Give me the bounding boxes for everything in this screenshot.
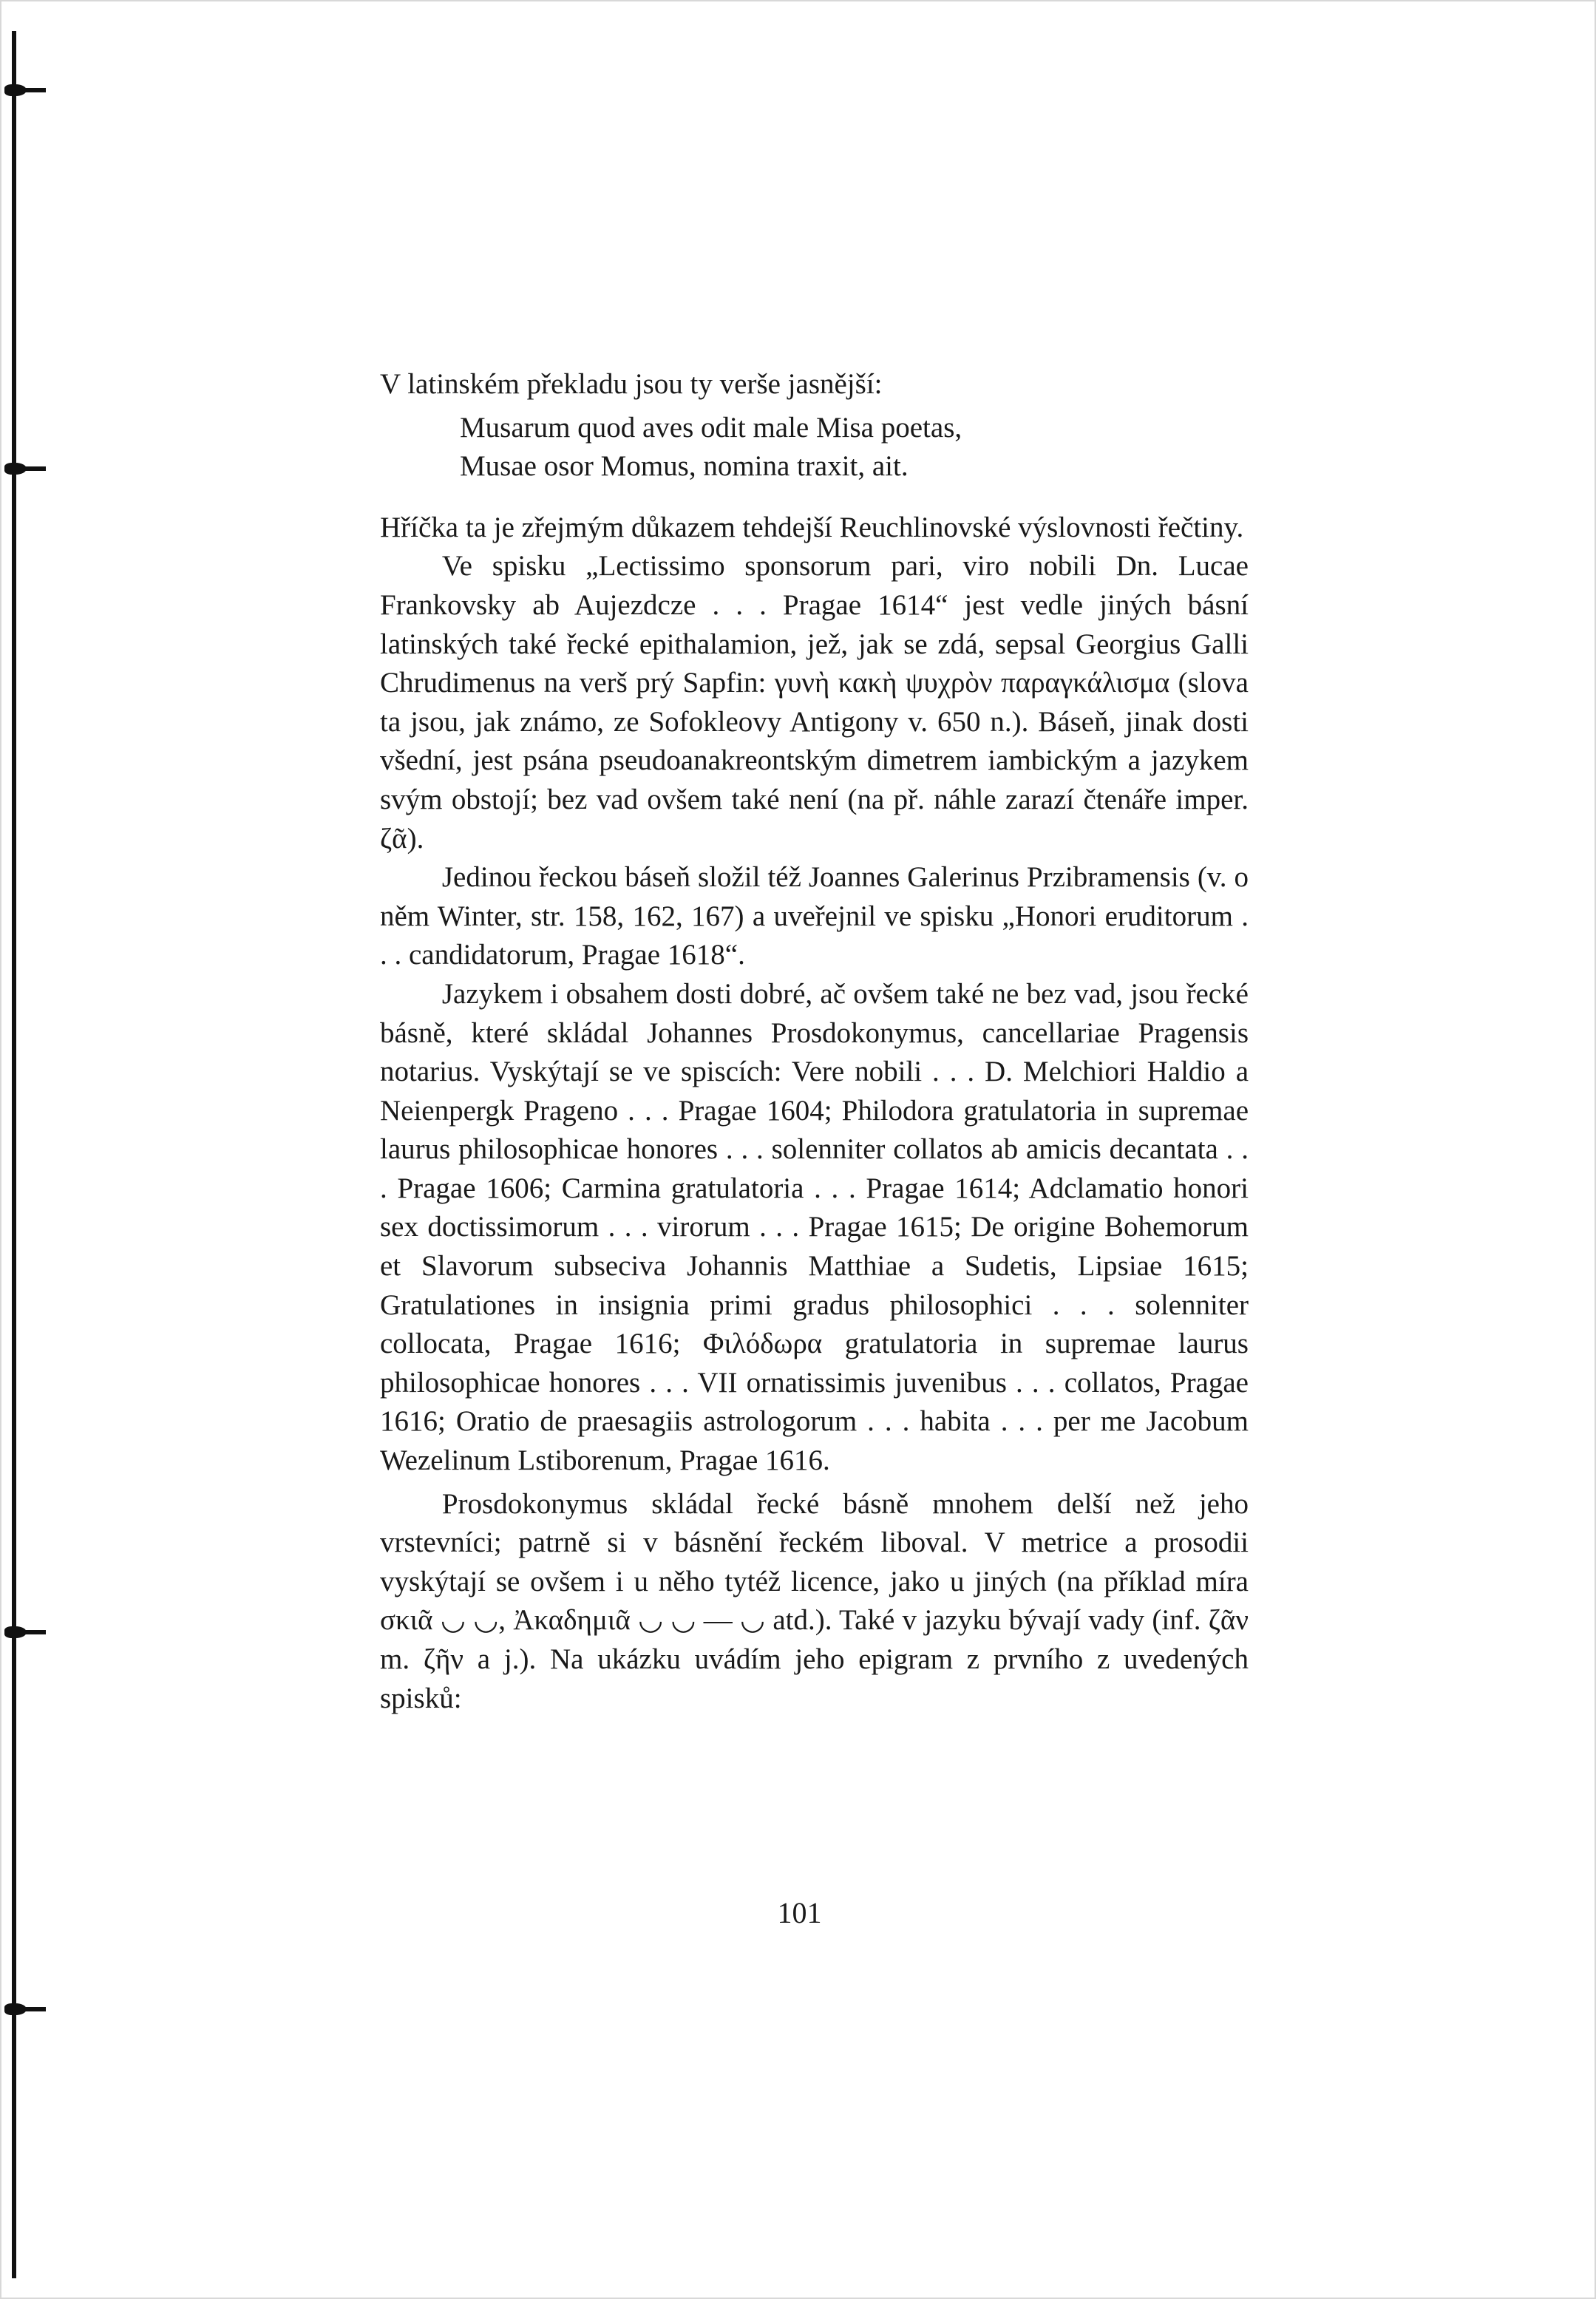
binding-mark — [1, 1626, 46, 1638]
binding-mark — [1, 463, 46, 475]
paragraph: Jedinou řeckou báseň složil též Joannes Galerinus Przibramensis (v. o něm Winter, str. 158, 162, 167) a uveřejnil ve spisku „Honori eruditorum . . . candidatorum, Pragae 1618“. — [380, 861, 1249, 971]
paragraph: V latinském překladu jsou ty verše jasnější: — [380, 368, 883, 400]
verse-quote — [460, 409, 1249, 486]
paragraph: Ve spisku „Lectissimo sponsorum pari, viro nobili Dn. Lucae Frankovsky ab Aujezdcze . . . Pragae 1614“ jest vedle jiných básní latinských také řecké epithalamion, jež, jak se zdá, sepsal Georgius Galli Chrudimenus na verš prý Sapfin: γυνὴ κακὴ ψυχρὸν παραγκάλισμα (slova ta jsou, jak známo, ze Sofokleovy Antigony v. 650 n.). Báseň, jinak dosti všední, jest psána pseudoanakreontským dimetrem iambickým a jazykem svým obstojí; bez vad ovšem také není (na př. náhle zarazí čtenáře imper. ζᾶ). — [380, 550, 1249, 855]
binding-mark — [1, 2003, 46, 2015]
paragraph: Prosdokonymus skládal řecké básně mnohem delší než jeho vrstevníci; patrně si v básnění řeckém liboval. V metrice a prosodii vyskýtají se ovšem i u něho tytéž licence, jako u jiných (na příklad míra σκιᾶ ◡ ◡, Ἀκαδημιᾶ ◡ ◡ — ◡ atd.). Také v jazyku bývají vady (inf. ζᾶν m. ζῆν a j.). Na ukázku uvádím jeho epigram z prvního z uvedených spisků: — [380, 1487, 1249, 1714]
binding-mark — [1, 84, 46, 96]
paragraph: Jazykem i obsahem dosti dobré, ač ovšem také ne bez vad, jsou řecké básně, které skládal Johannes Prosdokonymus, cancellariae Pragensis notarius. Vyskýtají se ve spiscích: Vere nobili . . . D. Melchiori Haldio a Neienpergk Prageno . . . Pragae 1604; Philodora gratulatoria in supremae laurus philosophicae honores . . . solenniter collatos ab amicis decantata . . . Pragae 1606; Carmina gratulatoria . . . Pragae 1614; Adclamatio honori sex doctissimorum . . . virorum . . . Pragae 1615; De origine Bohemorum et Slavorum subseciva Johannis Matthiae a Sudetis, Lipsiae 1615; Gratulationes in insignia primi gradus philosophici . . . solenniter collocata, Pragae 1616; Φιλόδωρα gratulatoria in supremae laurus philosophicae honores . . . VII ornatissimis juvenibus . . . collatos, Pragae 1616; Oratio de praesagiis astrologorum . . . habita . . . per me Jacobum Wezelinum Lstiborenum, Pragae 1616. — [380, 977, 1249, 1477]
verse-line: Musae osor Momus, nomina traxit, ait. — [460, 450, 909, 483]
paragraph: Hříčka ta je zřejmým důkazem tehdejší Reuchlinovské výslovnosti řečtiny. — [380, 511, 1244, 543]
verse-line: Musarum quod aves odit male Misa poetas, — [460, 411, 962, 444]
page-number: 101 — [777, 1896, 822, 1929]
body-text — [380, 365, 1249, 1718]
scan-edge-bar — [12, 31, 16, 2278]
